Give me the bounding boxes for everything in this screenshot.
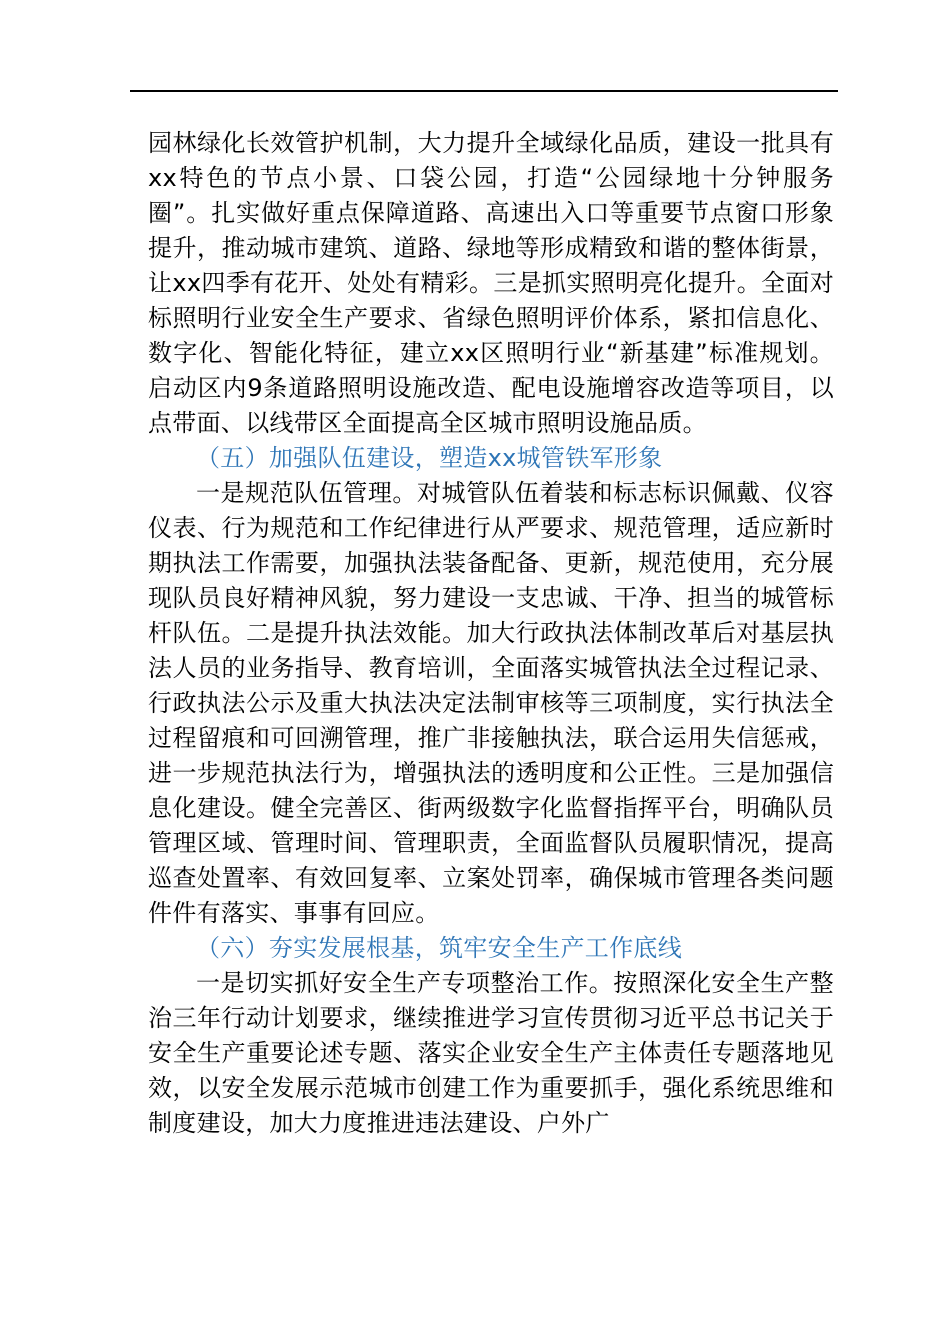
section-heading-5: （五）加强队伍建设，塑造xx城管铁军形象 bbox=[196, 444, 663, 472]
header-rule bbox=[130, 90, 838, 92]
document-body bbox=[148, 126, 834, 1141]
paragraph-2: 一是规范队伍管理。对城管队伍着装和标志标识佩戴、仪容仪表、行为规范和工作纪律进行从严要求、规范管理，适应新时期执法工作需要，加强执法装备配备、更新，规范使用，充分展现队员良好精神风貌，努力建设一支忠诚、干净、担当的城管标杆队伍。二是提升执法效能。加大行政执法体制改革后对基层执法人员的业务指导、教育培训，全面落实城管执法全过程记录、行政执法公示及重大执法决定法制审核等三项制度，实行执法全过程留痕和可回溯管理，推广非接触执法，联合运用失信惩戒，进一步规范执法行为，增强执法的透明度和公正性。三是加强信息化建设。健全完善区、街两级数字化监督指挥平台，明确队员管理区域、管理时间、管理职责，全面监督队员履职情况，提高巡查处置率、有效回复率、立案处罚率，确保城市管理各类问题件件有落实、事事有回应。 bbox=[148, 479, 834, 927]
paragraph-3: 一是切实抓好安全生产专项整治工作。按照深化安全生产整治三年行动计划要求，继续推进学习宣传贯彻习近平总书记关于安全生产重要论述专题、落实企业安全生产主体责任专题落地见效，以安全发展示范城市创建工作为重要抓手，强化系统思维和制度建设，加大力度推进违法建设、户外广 bbox=[148, 969, 834, 1137]
paragraph-1: 园林绿化长效管护机制，大力提升全域绿化品质，建设一批具有xx特色的节点小景、口袋公园，打造“公园绿地十分钟服务圈”。扎实做好重点保障道路、高速出入口等重要节点窗口形象提升，推动城市建筑、道路、绿地等形成精致和谐的整体街景，让xx四季有花开、处处有精彩。三是抓实照明亮化提升。全面对标照明行业安全生产要求、省绿色照明评价体系，紧扣信息化、数字化、智能化特征，建立xx区照明行业“新基建”标准规划。启动区内9条道路照明设施改造、配电设施增容改造等项目，以点带面、以线带区全面提高全区城市照明设施品质。 bbox=[148, 129, 834, 437]
section-heading-6: （六）夯实发展根基，筑牢安全生产工作底线 bbox=[196, 934, 682, 962]
